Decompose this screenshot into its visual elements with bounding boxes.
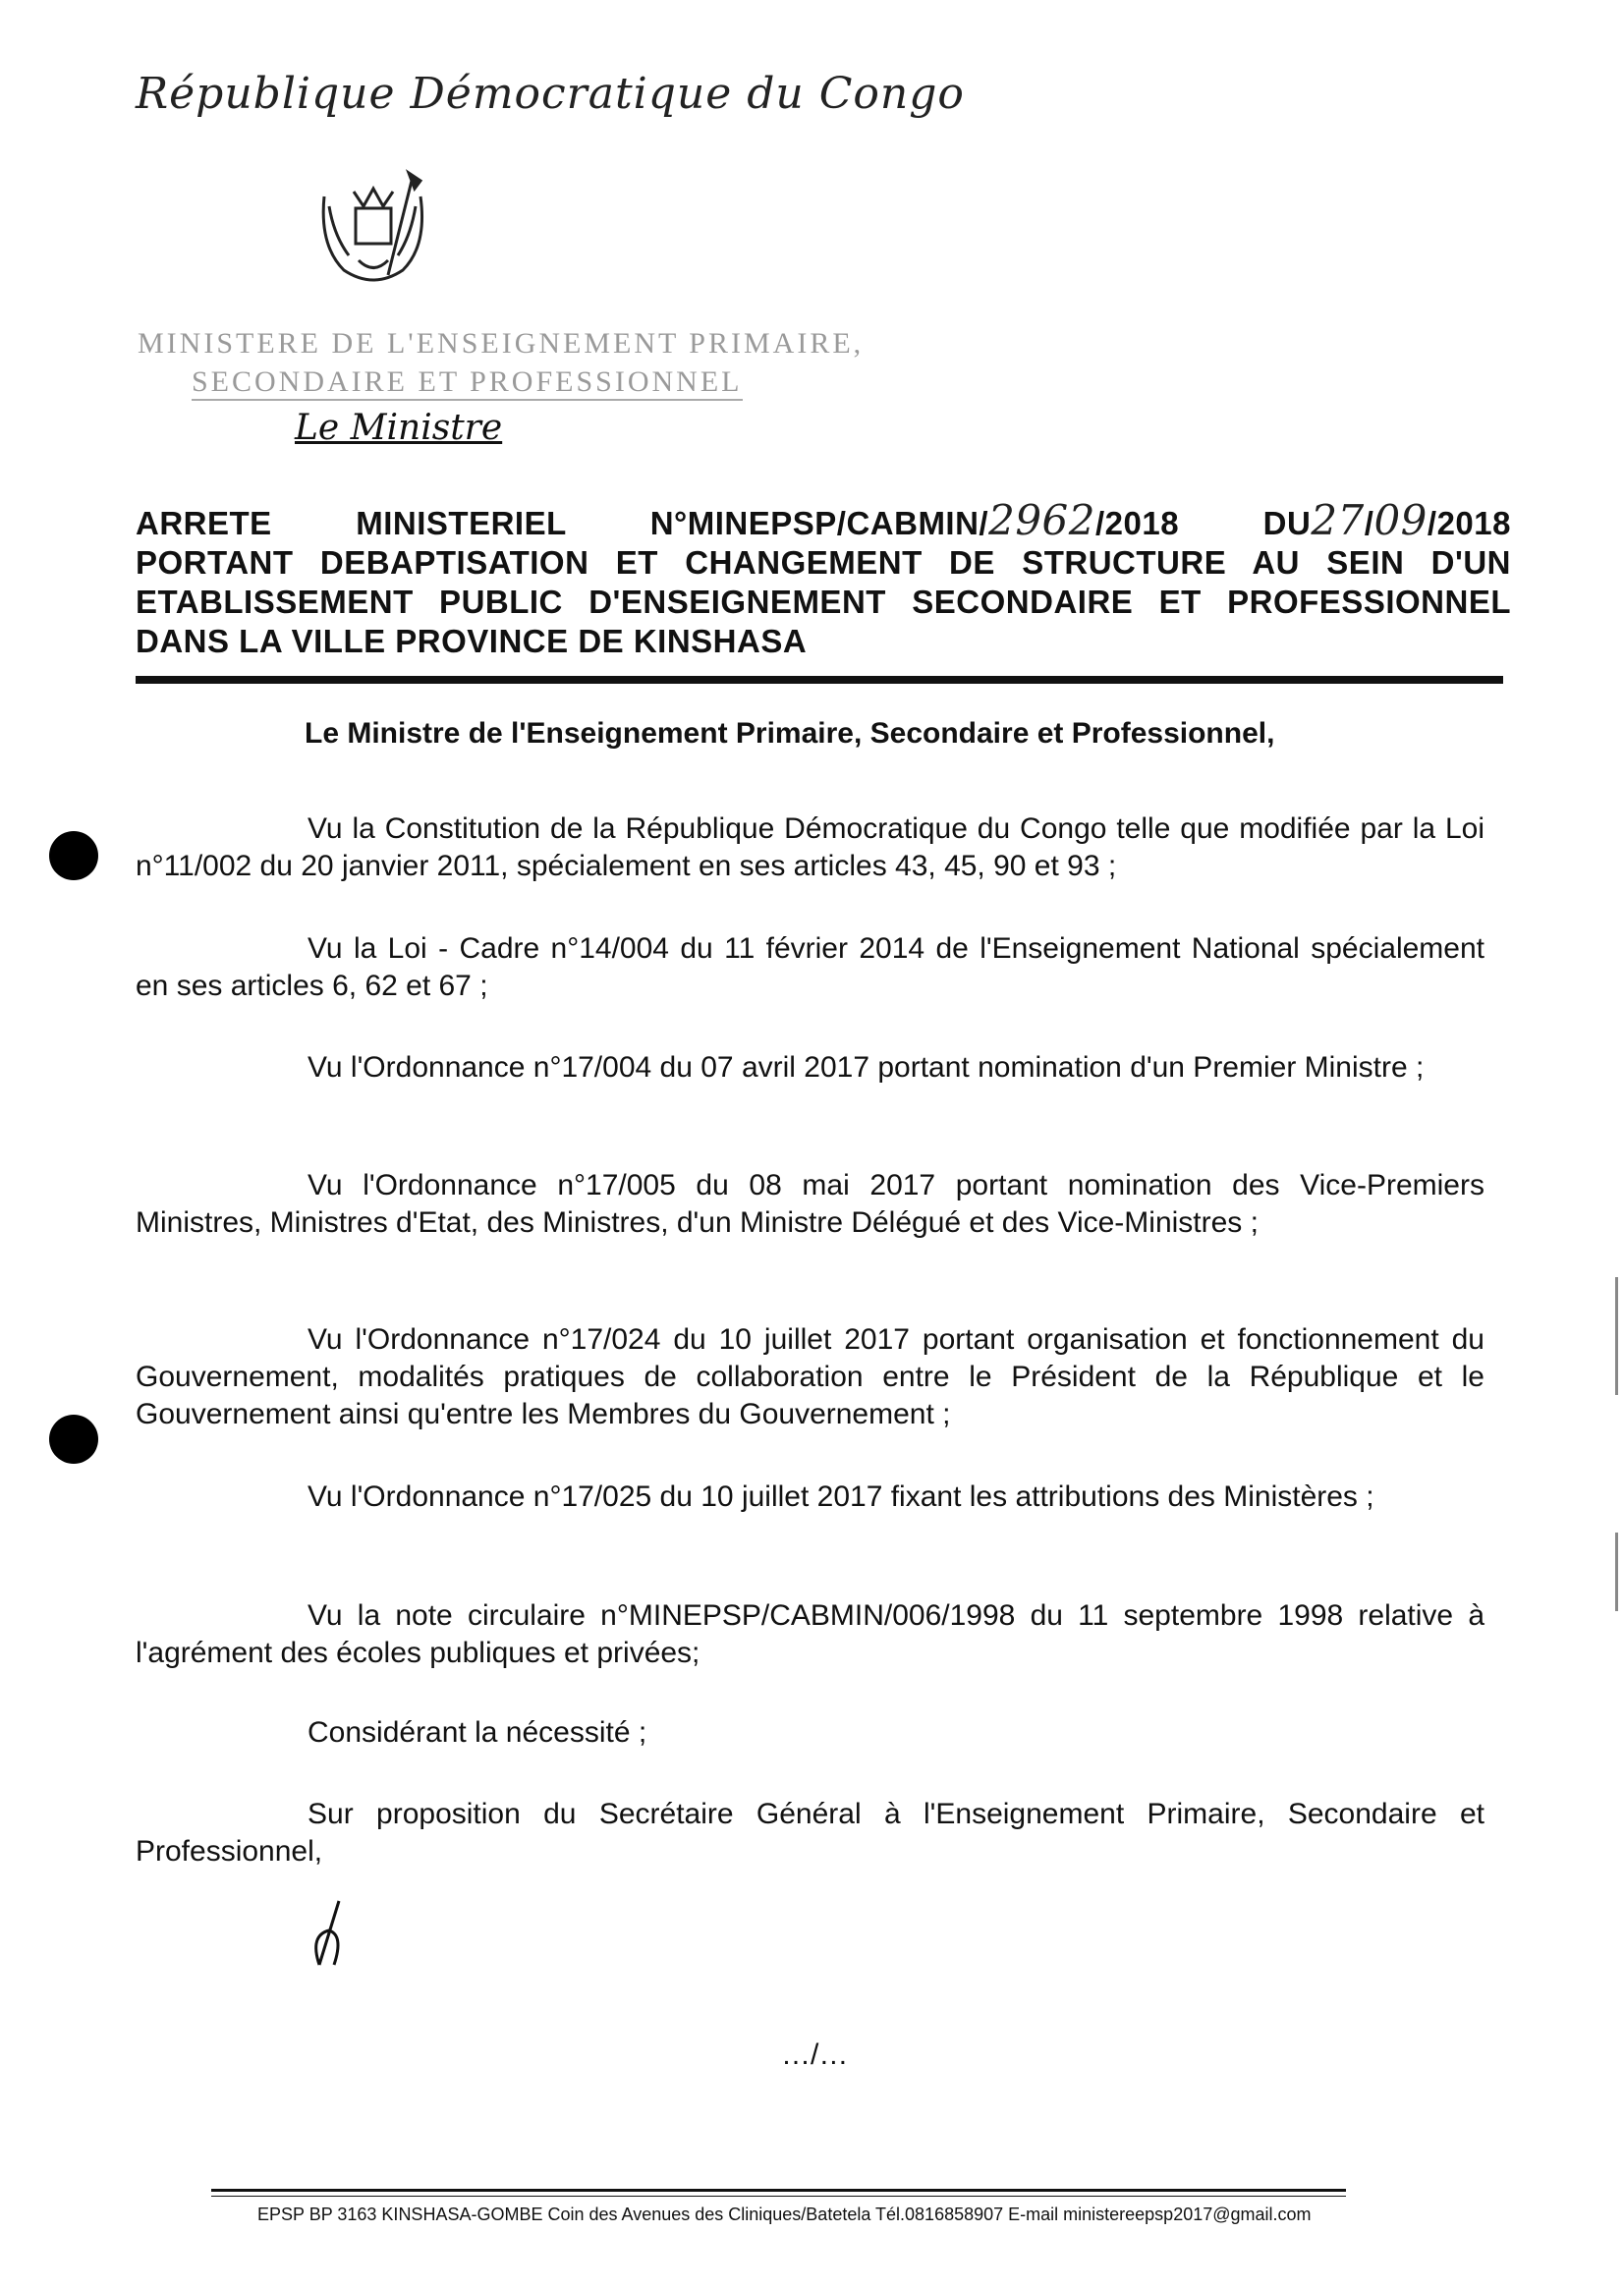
ministry-name-line1: MINISTERE DE L'ENSEIGNEMENT PRIMAIRE, <box>138 327 865 360</box>
punch-hole-mark <box>49 831 98 880</box>
decree-year-du: /2018 DU <box>1095 505 1312 541</box>
decree-title-line1 <box>136 496 1511 544</box>
page-continuation: …/… <box>781 2038 849 2071</box>
decree-title <box>136 496 1511 661</box>
handwritten-initial-mark <box>300 1896 359 1975</box>
scan-edge-artifact <box>1615 1533 1618 1611</box>
handwritten-month: 09 <box>1373 496 1428 544</box>
preamble-paragraph: Vu l'Ordonnance n°17/004 du 07 avril 2017 portant nomination d'un Premier Ministre ; <box>308 1051 1425 1084</box>
handwritten-decree-number: 2962 <box>988 496 1095 544</box>
ministry-name-line2: SECONDAIRE ET PROFESSIONNEL <box>192 365 743 401</box>
decree-title-line2: PORTANT DEBAPTISATION ET CHANGEMENT DE STRUCTURE AU SEIN D'UN <box>136 544 1511 581</box>
decree-number-prefix: ARRETE MINISTERIEL N°MINEPSP/CABMIN/ <box>136 505 989 541</box>
footer-divider-thin <box>211 2196 1346 2197</box>
coat-of-arms-emblem <box>305 167 442 295</box>
preamble-paragraph: Vu la Constitution de la République Démocratique du Congo telle que modifiée par la Loi n°11/002 du 20 janvier 2011, spécialement en ses articles 43, 45, 90 et 93 ; <box>136 812 1484 882</box>
preamble-paragraph: Vu l'Ordonnance n°17/024 du 10 juillet 2017 portant organisation et fonctionnement du Gouvernement, modalités pratiques de collaboration entre le Président de la République et le Gouvernement ainsi qu'entre les Membres du Gouvernement ; <box>136 1323 1484 1430</box>
punch-hole-mark <box>49 1415 98 1464</box>
preamble-paragraph: Vu la note circulaire n°MINEPSP/CABMIN/006/1998 du 11 septembre 1998 relative à l'agrément des écoles publiques et privées; <box>136 1599 1484 1669</box>
slash-separator: / <box>1364 505 1374 541</box>
handwritten-day: 27 <box>1311 496 1365 544</box>
decree-year-end: /2018 <box>1427 505 1511 541</box>
footer-contact: EPSP BP 3163 KINSHASA-GOMBE Coin des Avenues des Cliniques/Batetela Tél.0816858907 E-mail ministereepsp2017@gmail.com <box>257 2205 1312 2224</box>
minister-heading: Le Ministre de l'Enseignement Primaire, Secondaire et Professionnel, <box>305 717 1275 750</box>
decree-title-line4: DANS LA VILLE PROVINCE DE KINSHASA <box>136 623 808 659</box>
footer-divider <box>211 2189 1346 2192</box>
title-divider <box>136 676 1503 684</box>
decree-title-line3: ETABLISSEMENT PUBLIC D'ENSEIGNEMENT SECONDAIRE ET PROFESSIONNEL <box>136 584 1511 620</box>
preamble-paragraph: Vu la Loi - Cadre n°14/004 du 11 février 2014 de l'Enseignement National spécialement en ses articles 6, 62 et 67 ; <box>136 932 1484 1002</box>
republic-title: République Démocratique du Congo <box>136 69 965 119</box>
considering-paragraph: Considérant la nécessité ; <box>308 1716 647 1749</box>
proposal-paragraph: Sur proposition du Secrétaire Général à l'Enseignement Primaire, Secondaire et Professionnel, <box>136 1798 1484 1868</box>
le-ministre-signature-title: Le Ministre <box>295 408 503 448</box>
preamble-paragraph: Vu l'Ordonnance n°17/005 du 08 mai 2017 portant nomination des Vice-Premiers Ministres, Ministres d'Etat, des Ministres, d'un Ministre Délégué et des Vice-Ministres ; <box>136 1169 1484 1239</box>
preamble-paragraph: Vu l'Ordonnance n°17/025 du 10 juillet 2017 fixant les attributions des Ministères ; <box>308 1480 1374 1513</box>
scan-edge-artifact <box>1615 1277 1618 1395</box>
